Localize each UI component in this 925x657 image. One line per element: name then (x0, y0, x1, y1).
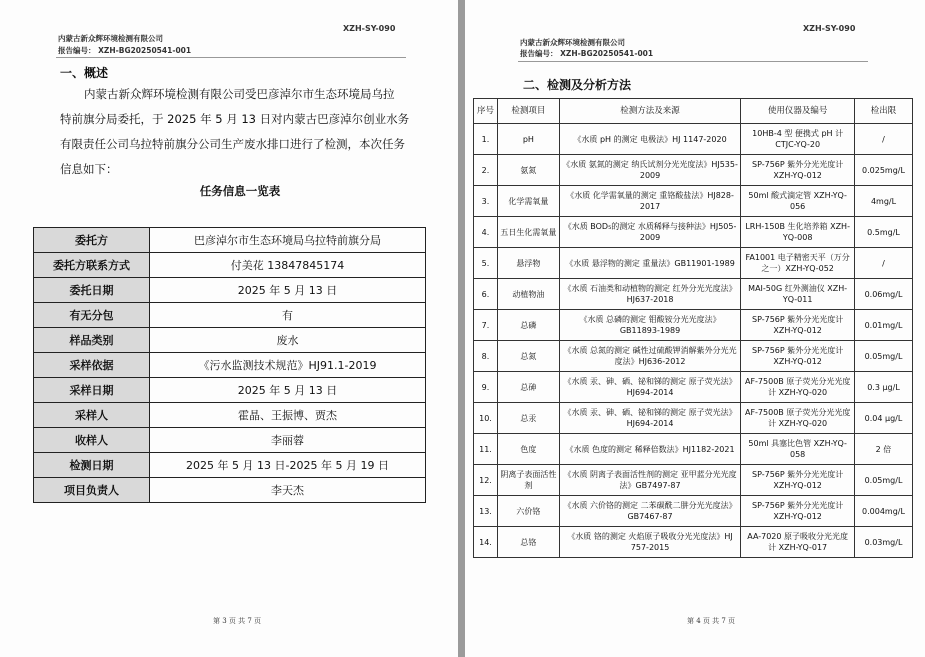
task-label: 采样依据 (34, 353, 150, 378)
test-method: 《水质 阴离子表面活性剂的测定 亚甲蓝分光光度法》GB7497-87 (559, 465, 741, 496)
test-item: 悬浮物 (497, 248, 559, 279)
table-row (34, 328, 426, 353)
test-item: 总铬 (497, 527, 559, 558)
table-row (34, 303, 426, 328)
instrument: SP-756P 紫外分光光度计 XZH-YQ-012 (741, 496, 855, 527)
company-name: 内蒙古新众辉环境检测有限公司 (58, 34, 163, 43)
intro-paragraph (60, 82, 420, 182)
detection-limit: 0.3 μg/L (855, 372, 913, 403)
intro-line: 信息如下： (60, 162, 118, 176)
header-method: 检测方法及来源 (559, 99, 741, 124)
table-row (34, 278, 426, 303)
task-label: 采样日期 (34, 378, 150, 403)
detection-limit: 0.5mg/L (855, 217, 913, 248)
task-value: 霍晶、王振博、贾杰 (150, 403, 426, 428)
report-page-4 (465, 0, 925, 657)
table-row (474, 310, 913, 341)
table-row (474, 341, 913, 372)
task-value: 有 (150, 303, 426, 328)
test-method: 《水质 石油类和动植物的测定 红外分光光度法》HJ637-2018 (559, 279, 741, 310)
detection-limit: 0.01mg/L (855, 310, 913, 341)
task-label: 检测日期 (34, 453, 150, 478)
table-row (474, 217, 913, 248)
test-item: 色度 (497, 434, 559, 465)
detection-limit: 2 倍 (855, 434, 913, 465)
instrument: 50ml 酸式滴定管 XZH-YQ-056 (741, 186, 855, 217)
task-label: 样品类别 (34, 328, 150, 353)
instrument: AF-7500B 原子荧光分光光度计 XZH-YQ-020 (741, 403, 855, 434)
test-method: 《水质 铬的测定 火焰原子吸收分光光度法》HJ 757-2015 (559, 527, 741, 558)
detection-limit: 0.004mg/L (855, 496, 913, 527)
report-number: 报告编号： XZH-BG20250541-001 (520, 49, 654, 58)
test-item: 总砷 (497, 372, 559, 403)
instrument: AA-7020 原子吸收分光光度计 XZH-YQ-017 (741, 527, 855, 558)
instrument: FA1001 电子精密天平（万分之一）XZH-YQ-052 (741, 248, 855, 279)
instrument: SP-756P 紫外分光光度计 XZH-YQ-012 (741, 341, 855, 372)
report-number: 报告编号： XZH-BG20250541-001 (58, 46, 192, 55)
table-row (474, 186, 913, 217)
task-info-table (33, 227, 426, 503)
task-value: 《污水监测技术规范》HJ91.1-2019 (150, 353, 426, 378)
page-footer: 第 4 页 共 7 页 (687, 617, 736, 625)
instrument: 10HB-4 型 便携式 pH 计 CTJC-YQ-20 (741, 124, 855, 155)
detection-limit: 0.05mg/L (855, 465, 913, 496)
detection-limit: / (855, 124, 913, 155)
report-page-3 (0, 0, 458, 657)
instrument: SP-756P 紫外分光光度计 XZH-YQ-012 (741, 155, 855, 186)
row-number: 9. (474, 372, 498, 403)
test-item: 五日生化需氧量 (497, 217, 559, 248)
task-value: 2025 年 5 月 13 日 (150, 378, 426, 403)
table-row (34, 253, 426, 278)
task-label: 委托方联系方式 (34, 253, 150, 278)
task-label: 有无分包 (34, 303, 150, 328)
detection-limit: 4mg/L (855, 186, 913, 217)
task-value: 2025 年 5 月 13 日-2025 年 5 月 19 日 (150, 453, 426, 478)
header-item: 检测项目 (497, 99, 559, 124)
test-method: 《水质 汞、砷、硒、铋和锑的测定 原子荧光法》HJ694-2014 (559, 403, 741, 434)
table-header-row (474, 99, 913, 124)
test-item: 总氮 (497, 341, 559, 372)
task-label: 采样人 (34, 403, 150, 428)
row-number: 13. (474, 496, 498, 527)
header-limit: 检出限 (855, 99, 913, 124)
test-item: 化学需氧量 (497, 186, 559, 217)
header-divider (518, 61, 868, 62)
detection-limit: 0.04 μg/L (855, 403, 913, 434)
instrument: 50ml 具塞比色管 XZH-YQ-058 (741, 434, 855, 465)
instrument: MAI-50G 红外测油仪 XZH-YQ-011 (741, 279, 855, 310)
table-row (474, 124, 913, 155)
task-value: 付美花 13847845174 (150, 253, 426, 278)
detection-limit: / (855, 248, 913, 279)
instrument: SP-756P 紫外分光光度计 XZH-YQ-012 (741, 465, 855, 496)
test-method: 《水质 总磷的测定 钼酸铵分光光度法》GB11893-1989 (559, 310, 741, 341)
table-row (34, 453, 426, 478)
test-method: 《水质 色度的测定 稀释倍数法》HJ1182-2021 (559, 434, 741, 465)
test-item: 氨氮 (497, 155, 559, 186)
detection-limit: 0.06mg/L (855, 279, 913, 310)
table-row (474, 248, 913, 279)
test-method: 《水质 悬浮物的测定 重量法》GB11901-1989 (559, 248, 741, 279)
intro-line: 特前旗分局委托，于 2025 年 5 月 13 日对内蒙古巴彦淖尔创业水务 (60, 112, 410, 126)
test-method: 《水质 化学需氧量的测定 重铬酸盐法》HJ828-2017 (559, 186, 741, 217)
row-number: 5. (474, 248, 498, 279)
task-value: 李丽蓉 (150, 428, 426, 453)
table-row (474, 403, 913, 434)
table-row (474, 279, 913, 310)
instrument: AF-7500B 原子荧光分光光度计 XZH-YQ-020 (741, 372, 855, 403)
task-value: 巴彦淖尔市生态环境局乌拉特前旗分局 (150, 228, 426, 253)
row-number: 1. (474, 124, 498, 155)
table-row (474, 434, 913, 465)
row-number: 14. (474, 527, 498, 558)
instrument: LRH-150B 生化培养箱 XZH-YQ-008 (741, 217, 855, 248)
test-item: 六价铬 (497, 496, 559, 527)
test-item: pH (497, 124, 559, 155)
row-number: 3. (474, 186, 498, 217)
table-row (474, 496, 913, 527)
header-no: 序号 (474, 99, 498, 124)
task-label: 委托日期 (34, 278, 150, 303)
table-row (474, 155, 913, 186)
table-row (474, 527, 913, 558)
test-method: 《水质 六价铬的测定 二苯碳酰二肼分光光度法》GB7467-87 (559, 496, 741, 527)
page-footer: 第 3 页 共 7 页 (213, 617, 262, 625)
table-row (34, 353, 426, 378)
test-item: 动植物油 (497, 279, 559, 310)
table-row (474, 372, 913, 403)
table-row (474, 465, 913, 496)
test-item: 总汞 (497, 403, 559, 434)
test-method: 《水质 汞、砷、硒、铋和锑的测定 原子荧光法》HJ694-2014 (559, 372, 741, 403)
header-instrument: 使用仪器及编号 (741, 99, 855, 124)
table-row (34, 428, 426, 453)
table-row (34, 378, 426, 403)
table-row (34, 228, 426, 253)
task-label: 项目负责人 (34, 478, 150, 503)
test-method: 《水质 BOD₅的测定 水质稀释与接种法》HJ505-2009 (559, 217, 741, 248)
methods-table (473, 98, 913, 558)
detection-limit: 0.025mg/L (855, 155, 913, 186)
company-name: 内蒙古新众辉环境检测有限公司 (520, 38, 625, 47)
row-number: 4. (474, 217, 498, 248)
test-method: 《水质 氨氮的测定 纳氏试剂分光光度法》HJ535-2009 (559, 155, 741, 186)
task-value: 2025 年 5 月 13 日 (150, 278, 426, 303)
row-number: 6. (474, 279, 498, 310)
section-title: 一、概述 (60, 66, 109, 80)
intro-line: 有限责任公司乌拉特前旗分公司生产废水排口进行了检测，本次任务 (60, 137, 405, 151)
test-item: 总磷 (497, 310, 559, 341)
task-value: 废水 (150, 328, 426, 353)
detection-limit: 0.03mg/L (855, 527, 913, 558)
doc-number: XZH-SY-090 (803, 24, 856, 33)
test-item: 阴离子表面活性剂 (497, 465, 559, 496)
intro-line: 内蒙古新众辉环境检测有限公司受巴彦淖尔市生态环境局乌拉 (84, 87, 395, 101)
row-number: 10. (474, 403, 498, 434)
task-label: 收样人 (34, 428, 150, 453)
instrument: SP-756P 紫外分光光度计 XZH-YQ-012 (741, 310, 855, 341)
table-row (34, 478, 426, 503)
test-method: 《水质 总氮的测定 碱性过硫酸钾消解紫外分光光度法》HJ636-2012 (559, 341, 741, 372)
detection-limit: 0.05mg/L (855, 341, 913, 372)
row-number: 2. (474, 155, 498, 186)
row-number: 8. (474, 341, 498, 372)
row-number: 11. (474, 434, 498, 465)
table-row (34, 403, 426, 428)
section-title: 二、检测及分析方法 (523, 78, 632, 92)
header-divider (56, 57, 406, 58)
task-value: 李天杰 (150, 478, 426, 503)
row-number: 7. (474, 310, 498, 341)
test-method: 《水质 pH 的测定 电极法》HJ 1147-2020 (559, 124, 741, 155)
row-number: 12. (474, 465, 498, 496)
table-title: 任务信息一览表 (199, 184, 281, 198)
task-label: 委托方 (34, 228, 150, 253)
doc-number: XZH-SY-090 (343, 24, 396, 33)
